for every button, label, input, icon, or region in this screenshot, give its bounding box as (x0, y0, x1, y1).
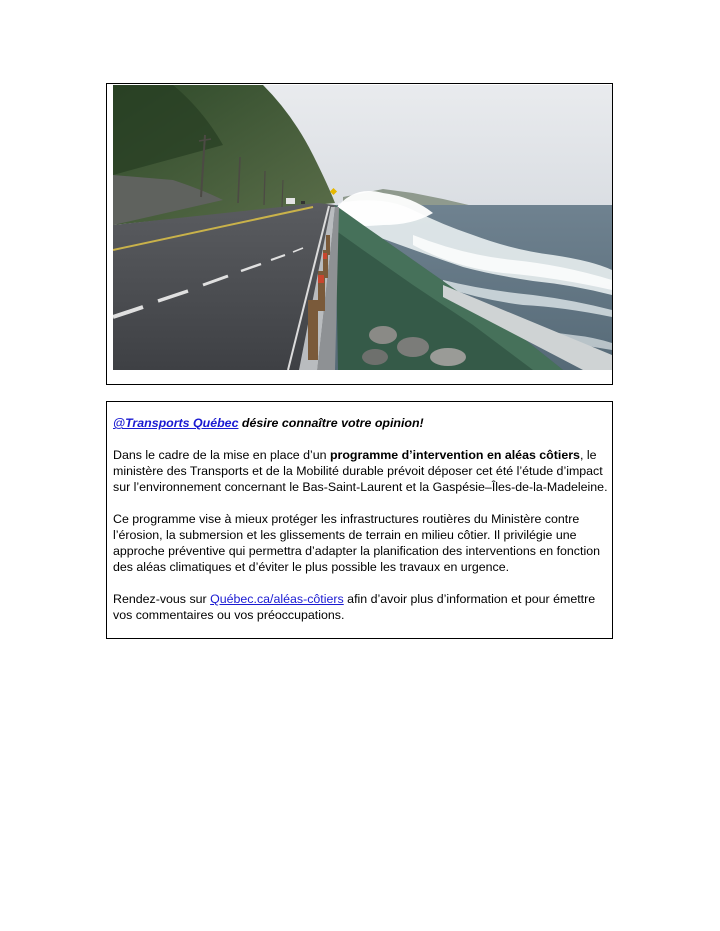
paragraph-3-pre: Rendez-vous sur (113, 592, 211, 606)
paragraph-3-post: afin d’avoir plus d’information et pour émettre vos commentaires ou vos préoccupations. (113, 592, 596, 622)
notice-headline (113, 415, 608, 431)
paragraph-1-pre: Dans le cadre de la mise en place d’un (113, 448, 330, 462)
coastal-road-photo (113, 85, 612, 370)
paragraph-3 (113, 591, 608, 623)
headline-suffix: désire connaître votre opinion! (238, 416, 424, 430)
transports-quebec-link[interactable]: @Transports Québec (113, 416, 239, 430)
photo-frame (106, 83, 613, 385)
paragraph-1-post: , le ministère des Transports et de la Mobilité durable prévoit déposer cet été l’étude d’impact sur l’environnement concernant le Bas-Saint-Laurent et la Gaspésie–Îles-de-la-Madeleine. (113, 448, 608, 494)
notice-text (113, 415, 608, 639)
paragraph-1 (113, 447, 608, 495)
paragraph-1-bold: programme d’intervention en aléas côtiers (329, 448, 580, 462)
notice-box (106, 401, 613, 639)
quebec-aleas-cotiers-link[interactable]: Québec.ca/aléas-côtiers (210, 592, 344, 606)
paragraph-2: Ce programme vise à mieux protéger les infrastructures routières du Ministère contre l’érosion, la submersion et les glissements de terrain en milieu côtier. Il privilégie une approche préventive qui permettra d’adapter la planification des interventions en fonction des aléas climatiques et d’éviter le plus possible les travaux en urgence. (113, 512, 600, 574)
